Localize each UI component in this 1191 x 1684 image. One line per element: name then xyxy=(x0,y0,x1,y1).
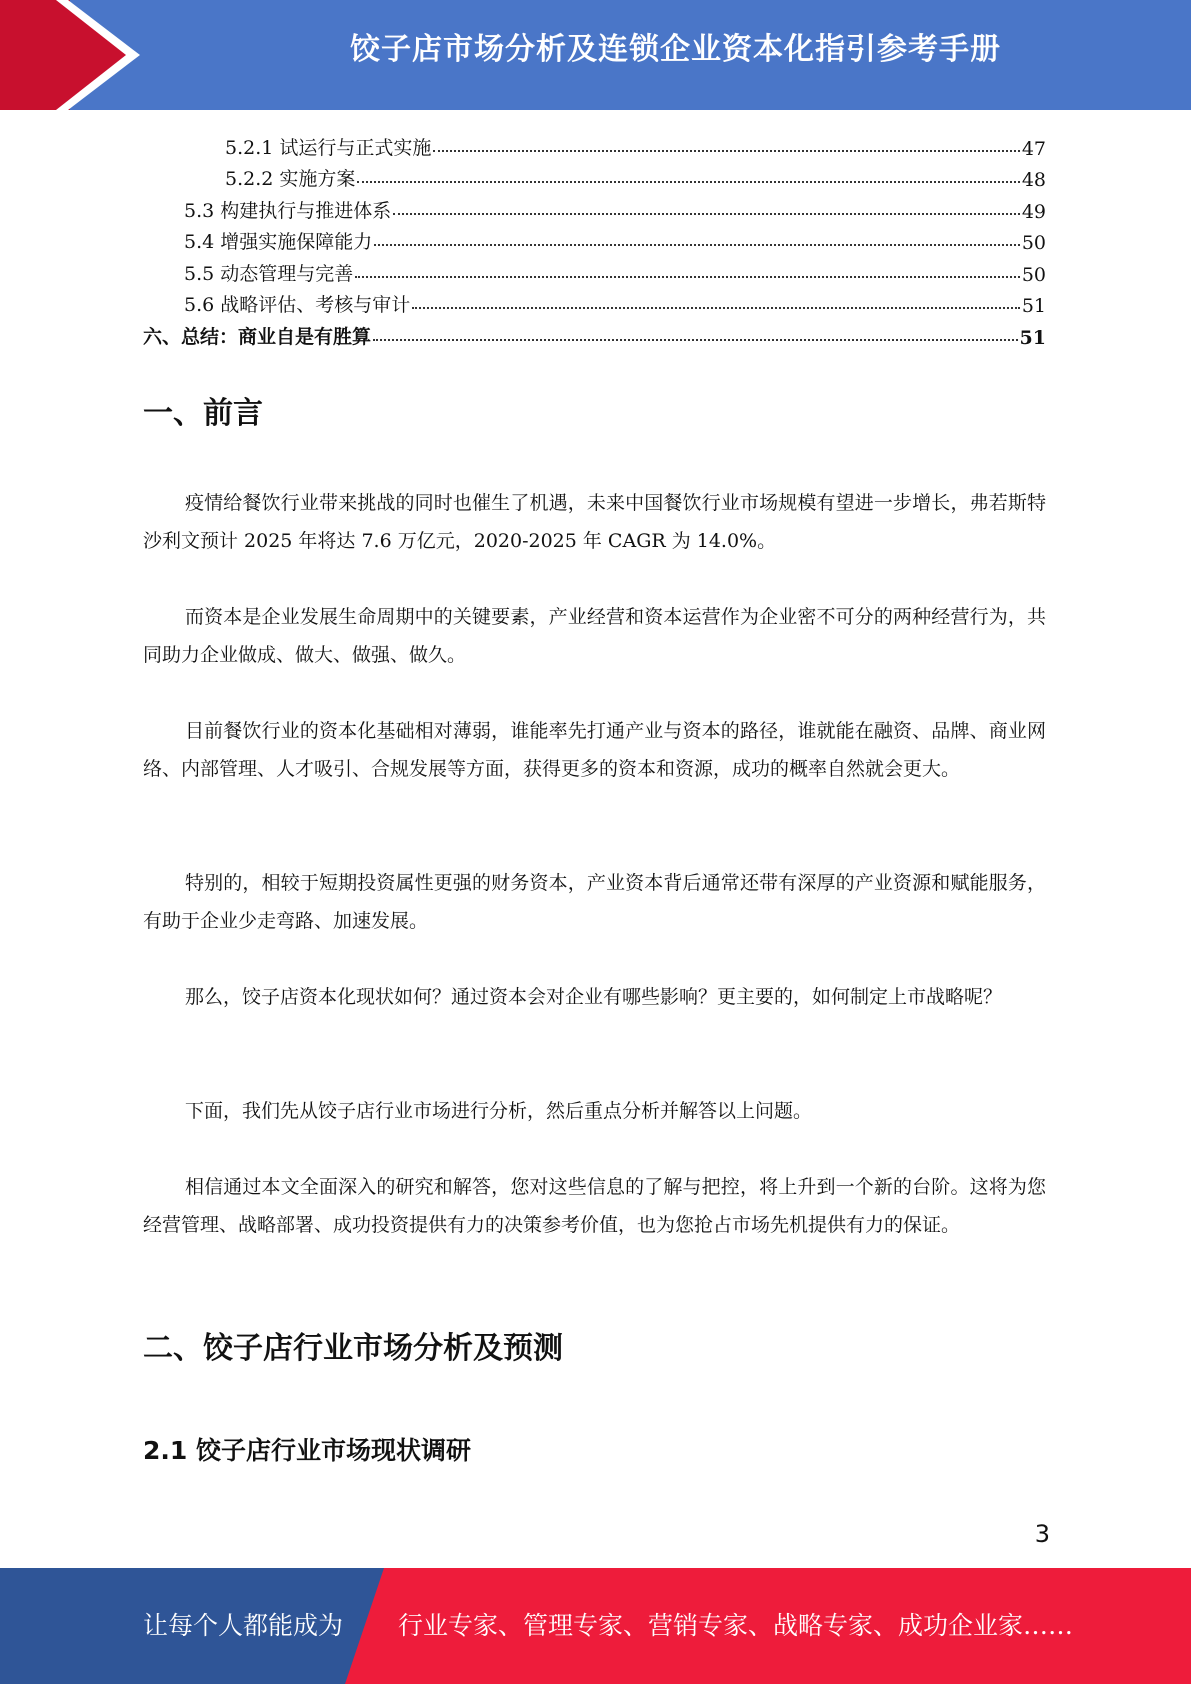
toc-entry-label: 5.2.2 实施方案 xyxy=(225,168,356,190)
toc-entry-page: 50 xyxy=(1021,232,1046,254)
body-paragraph: 那么，饺子店资本化现状如何？通过资本会对企业有哪些影响？更主要的，如何制定上市战略呢？ xyxy=(185,986,1003,1008)
toc-entry[interactable] xyxy=(143,286,1046,318)
document-title: 饺子店市场分析及连锁企业资本化指引参考手册 xyxy=(350,32,1001,67)
toc-entry-page: 48 xyxy=(1021,169,1046,191)
toc-entry-page: 50 xyxy=(1021,263,1046,286)
toc-leader-dots xyxy=(433,150,1019,152)
toc-leader-dots xyxy=(357,181,1019,183)
toc-leader-dots xyxy=(412,307,1020,309)
toc-entry-page: 51 xyxy=(1019,326,1046,349)
section-heading-market-analysis: 二、饺子店行业市场分析及预测 xyxy=(143,1331,563,1366)
page-number: 3 xyxy=(1034,1520,1050,1548)
body-paragraph: 疫情给餐饮行业带来挑战的同时也催生了机遇，未来中国餐饮行业市场规模有望进一步增长，弗若斯特沙利文预计 2025 年将达 7.6 万亿元，2020-2025 年 CAGR 为 14.0%。 xyxy=(143,492,1046,552)
toc-entry[interactable] xyxy=(143,317,1046,349)
toc-leader-dots xyxy=(393,213,1020,215)
toc-entry-label: 5.2.1 试运行与正式实施 xyxy=(225,136,432,159)
page-header xyxy=(0,0,1191,110)
toc-entry[interactable] xyxy=(143,223,1046,255)
toc-entry[interactable] xyxy=(143,254,1046,286)
footer-slogan-right: 行业专家、管理专家、营销专家、战略专家、成功企业家…… xyxy=(398,1611,1074,1640)
toc-entry[interactable] xyxy=(143,191,1046,223)
toc-entry-page: 49 xyxy=(1021,200,1046,223)
body-paragraph: 特别的，相较于短期投资属性更强的财务资本，产业资本背后通常还带有深厚的产业资源和赋能服务，有助于企业少走弯路、加速发展。 xyxy=(143,872,1046,932)
toc-entry-label: 5.4 增强实施保障能力 xyxy=(184,231,373,253)
toc-leader-dots xyxy=(373,339,1018,341)
body-paragraph: 相信通过本文全面深入的研究和解答，您对这些信息的了解与把控，将上升到一个新的台阶。这将为您经营管理、战略部署、成功投资提供有力的决策参考价值，也为您抢占市场先机提供有力的保证。 xyxy=(143,1176,1046,1236)
toc-entry-label: 六、总结：商业自是有胜算 xyxy=(143,325,372,348)
toc-entry[interactable] xyxy=(143,160,1046,192)
toc-entry[interactable] xyxy=(143,128,1046,160)
toc-entry-label: 5.3 构建执行与推进体系 xyxy=(184,199,392,222)
body-paragraph: 下面，我们先从饺子店行业市场进行分析，然后重点分析并解答以上问题。 xyxy=(185,1100,813,1122)
toc-entry-label: 5.6 战略评估、考核与审计 xyxy=(184,294,411,316)
toc-entry-page: 51 xyxy=(1021,295,1046,317)
table-of-contents xyxy=(143,128,1046,349)
toc-leader-dots xyxy=(355,276,1020,278)
body-paragraph: 目前餐饮行业的资本化基础相对薄弱，谁能率先打通产业与资本的路径，谁就能在融资、品牌、商业网络、内部管理、人才吸引、合规发展等方面，获得更多的资本和资源，成功的概率自然就会更大。 xyxy=(143,720,1046,780)
toc-entry-page: 47 xyxy=(1021,137,1046,160)
header-arrow-icon xyxy=(0,0,160,110)
subsection-heading: 2.1 饺子店行业市场现状调研 xyxy=(143,1436,471,1465)
toc-entry-label: 5.5 动态管理与完善 xyxy=(184,262,354,285)
toc-leader-dots xyxy=(374,244,1020,246)
body-paragraph: 而资本是企业发展生命周期中的关键要素，产业经营和资本运营作为企业密不可分的两种经营行为，共同助力企业做成、做大、做强、做久。 xyxy=(143,606,1046,666)
section-heading-preface: 一、前言 xyxy=(143,396,263,431)
footer-slogan-left: 让每个人都能成为 xyxy=(143,1611,344,1640)
